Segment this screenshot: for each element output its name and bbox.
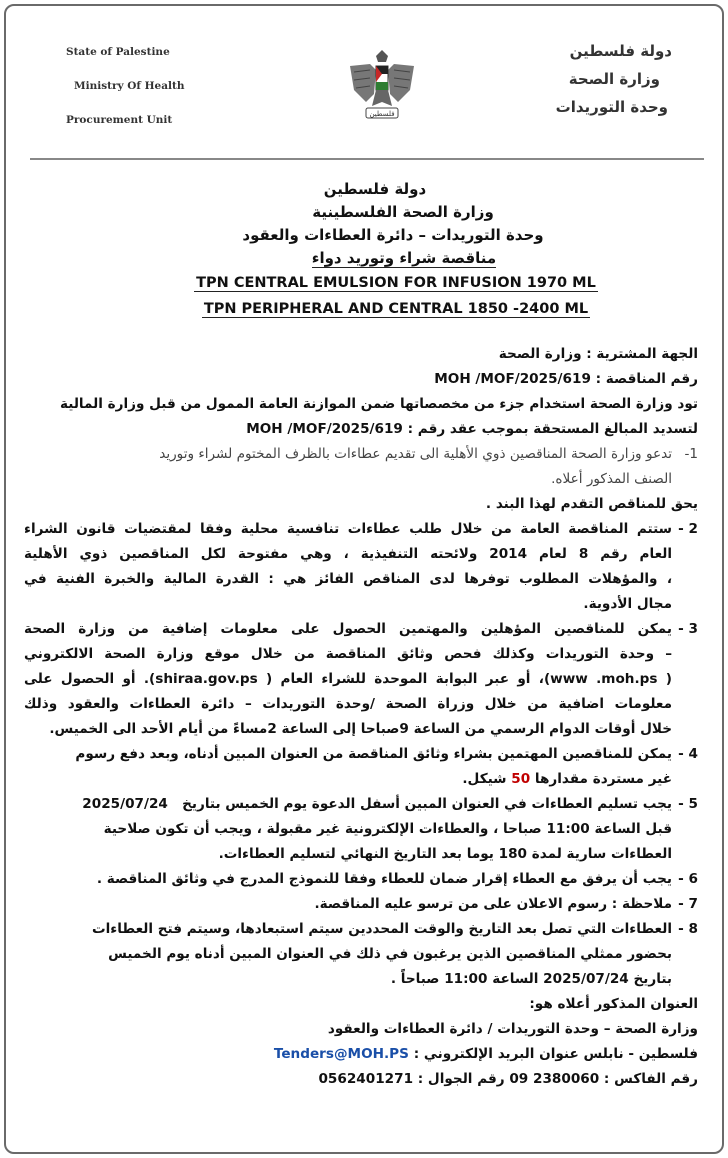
clause-3-line-5: خلال أوقات الدوام الرسمي من الساعة 9صباحا إلى الساعة 2مساءً من أيام الأحد الى الخميس. [49,721,672,737]
letterhead-divider [30,158,704,160]
clause-2-number: 2 - [678,521,698,537]
title-ministry: وزارة الصحة الفلسطينية [312,203,494,221]
contract-number: MOH /MOF/2025/619 [246,421,403,437]
letterhead [6,6,722,146]
clause-7-number: 7 - [678,896,698,912]
clause-4-number: 4 - [678,746,698,762]
clause-7 [24,892,698,917]
letterhead-en-ministry: Ministry Of Health [74,80,185,92]
clause-3-line-3: ( www .moh.ps)، أو عبر البوابة الموحدة للشراء العام ( shiraa.gov.ps). أو الحصول على [24,671,673,687]
clause-3 [24,617,698,742]
letterhead-english [66,46,184,148]
clause-1 [24,442,698,492]
clause-5-deadline-date: 2025/07/24 [82,796,168,812]
intro-line-2 [24,417,698,442]
intro-line-2-text: لتسديد المبالغ المستحقة بموجب عقد رقم : [407,421,698,437]
tender-number-label: رقم المناقصة : [595,371,698,387]
title-item-1 [6,270,722,296]
title-state: دولة فلسطين [323,180,427,198]
document-frame [4,4,724,1154]
address-phones: رقم الفاكس : 2380060 09 رقم الجوال : 0562401271 [318,1071,698,1087]
letterhead-arabic [556,42,672,126]
tender-title-block [6,178,722,322]
clause-8 [24,917,698,992]
email-link[interactable]: Tenders@MOH.PS [273,1046,409,1062]
clause-4 [24,742,698,792]
clause-7-text: ملاحظة : رسوم الاعلان على من ترسو عليه المناقصة. [314,896,672,912]
clause-8-line-1: العطاءات التي تصل بعد التاريخ والوقت المحددين سيتم استبعادها، وسيتم فتح العطاءات [91,921,672,937]
clause-5-line-1-text: يجب تسليم العطاءات في العنوان المبين أسفل الدعوة يوم الخميس بتاريخ [182,796,672,812]
title-item-1-text: TPN CENTRAL EMULSION FOR INFUSION 1970 ML [196,275,596,291]
clause-8-line-3: بتاريخ 2025/07/24 الساعة 11:00 صباحاً . [390,971,672,987]
clause-3-line-1: يمكن للمناقصين المؤهلين والمهتمين الحصول على معلومات إضافية من وزارة الصحة [24,621,672,637]
tender-number: MOH /MOF/2025/619 [434,371,591,387]
clause-5-line-3: العطاءات سارية لمدة 180 يوما بعد التاريخ النهائي لتسليم العطاءات. [218,846,672,862]
tender-number-line [24,367,698,392]
title-item-2 [6,296,722,322]
address-email-label: فلسطين - نابلس عنوان البريد الإلكتروني : [413,1046,698,1062]
clause-5 [24,792,698,867]
address-line-1: وزارة الصحة – وحدة التوريدات / دائرة العطاءات والعقود [327,1021,698,1037]
letterhead-ar-unit: وحدة التوريدات [555,98,668,116]
address-heading: العنوان المذكور أعلاه هو: [529,996,698,1012]
letterhead-en-unit: Procurement Unit [66,114,173,126]
title-department: وحدة التوريدات – دائرة العطاءات والعقود [242,226,544,244]
clause-2-line-4: مجال الأدوية. [583,596,672,612]
title-tender-subject-text: مناقصة شراء وتوريد دواء [311,249,497,267]
emblem-caption: فلسطين [369,110,395,118]
clause-3-number: 3 - [678,621,698,637]
letterhead-en-state: State of Palestine [66,46,170,58]
clause-5-line-2: قبل الساعة 11:00 صباحا ، والعطاءات الإلكترونية غير مقبولة ، ويجب أن تكون صلاحية [103,821,672,837]
clause-2-line-1: ستتم المناقصة العامة من خلال طلب عطاءات تنافسية محلية وفقا لمقتضيات قانون الشراء [24,521,672,537]
clause-1-note: يحق للمناقص التقدم لهذا البند . [485,496,698,512]
clause-2 [24,517,698,617]
intro-line-1: تود وزارة الصحة استخدام جزء من مخصصاتها ضمن الموازنة العامة الممول من قبل وزارة المالية [60,396,698,412]
letterhead-ar-state: دولة فلسطين [569,42,672,60]
clause-1-line-1: تدعو وزارة الصحة المناقصين ذوي الأهلية الى تقديم عطاءات بالظرف المختوم لشراء وتوريد [159,446,672,462]
clause-1-line-2: الصنف المذكور أعلاه. [551,471,672,487]
clause-6-text: يجب أن يرفق مع العطاء إقرار ضمان للعطاء وفقا للنموذج المدرج في وثائق المناقصة . [96,871,672,887]
clause-3-line-2: – وحدة التوريدات وكذلك فحص وثائق المناقصة من خلال موقع وزارة الصحة الالكتروني [24,646,672,662]
clause-4-line-2 [24,767,672,792]
tender-body [24,342,698,1092]
clause-2-line-2: العام رقم 8 لعام 2014 ولائحته التنفيذية ، وهي مفتوحة لكل المناقصين ذوي الأهلية [24,546,673,562]
buyer-line: الجهة المشترية : وزارة الصحة [498,346,698,362]
letterhead-ar-ministry: وزارة الصحة [568,70,660,88]
title-tender-subject [6,247,722,270]
clause-6-number: 6 - [678,871,698,887]
palestine-eagle-emblem-icon [340,44,424,126]
clause-8-line-2: بحضور ممثلي المناقصين الذين يرغبون في ذلك في العنوان المبين أدناه يوم الخميس [108,946,672,962]
clause-4-fee-prefix: غير مستردة مقدارها [534,771,672,787]
clause-6 [24,867,698,892]
clause-4-fee-suffix: شيكل. [462,771,507,787]
clause-5-line-1 [24,792,672,817]
address-email-line [24,1042,698,1067]
clause-4-line-1: يمكن للمناقصين المهتمين بشراء وثائق المناقصة من العنوان المبين أدناه، وبعد دفع رسوم [75,746,672,762]
clause-8-number: 8 - [678,921,698,937]
clause-3-line-4: معلومات اضافية من خلال وزراة الصحة /وحدة التوريدات – دائرة العطاءات والعقود وذلك [24,696,672,712]
clause-2-line-3: ، والمؤهلات المطلوب توفرها لدى المناقص الفائز هي : القدرة المالية والخبرة الفنية في [24,571,672,587]
clause-1-number: 1- [684,446,698,462]
clause-5-number: 5 - [678,796,698,812]
title-item-2-text: TPN PERIPHERAL AND CENTRAL 1850 -2400 ML [203,301,589,317]
clause-4-fee-amount: 50 [511,771,531,787]
